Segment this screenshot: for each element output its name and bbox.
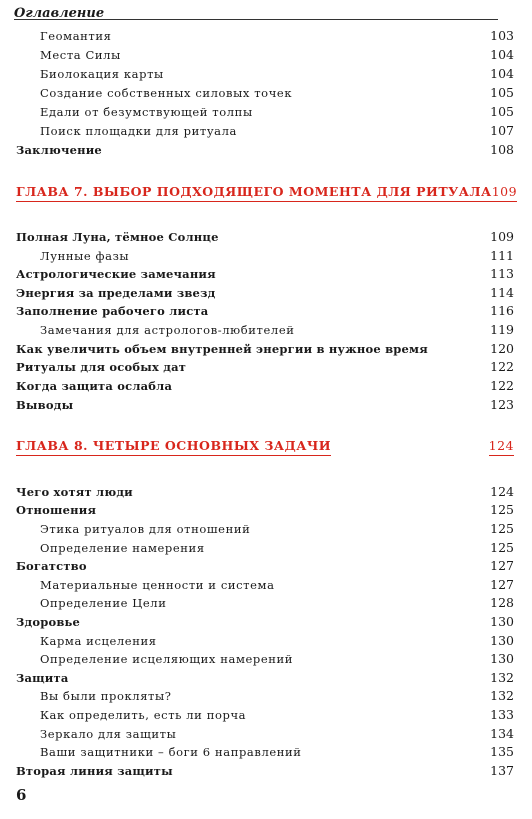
toc-entry-title: Определение исцеляющих намерений [40, 652, 294, 666]
toc-entry[interactable] [16, 725, 514, 742]
toc-entry-title: Определение Цели [40, 596, 167, 610]
toc-entry-title: Ваши защитники – боги 6 направлений [40, 745, 302, 759]
toc-entry[interactable] [16, 247, 514, 264]
toc-entry-title: Энергия за пределами звезд [16, 286, 216, 300]
toc-entry-page: 130 [490, 651, 514, 666]
toc-entry[interactable] [16, 650, 514, 667]
toc-entry[interactable] [16, 743, 514, 760]
toc-entry-title: Полная Луна, тёмное Солнце [16, 230, 219, 244]
toc-entry[interactable] [16, 557, 514, 574]
toc-entry[interactable] [16, 302, 514, 319]
toc-entry-page: 125 [490, 540, 514, 555]
toc-entry-title: Замечания для астрологов-любителей [40, 323, 295, 337]
toc-entry-title: Создание собственных силовых точек [40, 86, 293, 100]
toc-entry[interactable] [16, 228, 514, 245]
toc-entry-page: 108 [490, 142, 514, 157]
toc-entry-page: 132 [490, 688, 514, 703]
toc-entry[interactable] [16, 358, 514, 375]
chapter-8-heading[interactable] [16, 437, 514, 457]
toc-entry-page: 127 [490, 577, 514, 592]
toc-entry[interactable] [16, 65, 514, 82]
toc-entry-title: Здоровье [16, 615, 81, 629]
toc-entry-page: 105 [490, 85, 514, 100]
toc-entry[interactable] [16, 265, 514, 282]
toc-entry[interactable] [16, 284, 514, 301]
toc-entry-title: Материальные ценности и система [40, 578, 275, 592]
page-number: 6 [16, 786, 27, 804]
toc-entry-page: 127 [490, 558, 514, 573]
toc-entry[interactable] [16, 613, 514, 630]
toc-entry-title: Отношения [16, 503, 97, 517]
toc-entry-title: Астрологические замечания [16, 267, 216, 281]
toc-entry-title: Места Силы [40, 48, 121, 62]
toc-entry[interactable] [16, 321, 514, 338]
page-title: Оглавление [14, 6, 105, 21]
toc-entry[interactable] [16, 141, 514, 158]
toc-entry[interactable] [16, 539, 514, 556]
toc-entry-page: 104 [490, 47, 514, 62]
toc-entry-title: Биолокация карты [40, 67, 164, 81]
toc-entry-title: Когда защита ослабла [16, 379, 173, 393]
toc-entry-title: Ритуалы для особых дат [16, 360, 187, 374]
toc-entry-page: 114 [490, 285, 514, 300]
toc-entry[interactable] [16, 46, 514, 63]
chapter-title: ГЛАВА 8. ЧЕТЫРЕ ОСНОВНЫХ ЗАДАЧИ [16, 437, 331, 456]
toc-entry-page: 105 [490, 104, 514, 119]
toc-entry-page: 125 [490, 502, 514, 517]
toc-entry-title: Чего хотят люди [16, 485, 133, 499]
toc-entry-page: 109 [490, 229, 514, 244]
toc-entry-title: Заполнение рабочего листа [16, 304, 209, 318]
chapter-page: 124 [489, 437, 514, 456]
toc-entry-page: 132 [490, 670, 514, 685]
toc-entry-title: Зеркало для защиты [40, 727, 177, 741]
chapter-7-heading[interactable] [16, 183, 518, 203]
toc-entry-page: 130 [490, 633, 514, 648]
toc-entry-title: Как увеличить объем внутренней энергии в нужное время [16, 342, 428, 356]
toc-entry-page: 135 [490, 744, 514, 759]
toc-entry-title: Защита [16, 671, 69, 685]
toc-entry-title: Определение намерения [40, 541, 205, 555]
toc-entry[interactable] [16, 396, 514, 413]
toc-entry-page: 133 [490, 707, 514, 722]
toc-entry-title: Карма исцеления [40, 634, 157, 648]
toc-entry-page: 107 [490, 123, 514, 138]
toc-entry-title: Вторая линия защиты [16, 764, 173, 778]
toc-entry-title: Поиск площадки для ритуала [40, 124, 237, 138]
toc-entry-title: Заключение [16, 143, 102, 157]
toc-entry[interactable] [16, 501, 514, 518]
toc-entry[interactable] [16, 483, 514, 500]
toc-entry[interactable] [16, 576, 514, 593]
toc-entry-page: 122 [490, 378, 514, 393]
toc-entry-page: 119 [490, 322, 514, 337]
toc-entry-title: Вы были прокляты? [40, 689, 172, 703]
toc-entry[interactable] [16, 84, 514, 101]
chapter-title: ГЛАВА 7. ВЫБОР ПОДХОДЯЩЕГО МОМЕНТА ДЛЯ РИТУАЛА [16, 183, 492, 202]
toc-entry[interactable] [16, 377, 514, 394]
toc-entry-title: Лунные фазы [40, 249, 130, 263]
toc-entry-page: 111 [490, 248, 514, 263]
toc-entry[interactable] [16, 122, 514, 139]
toc-entry[interactable] [16, 340, 514, 357]
toc-entry-page: 128 [490, 595, 514, 610]
toc-entry[interactable] [16, 762, 514, 779]
toc-entry[interactable] [16, 27, 514, 44]
toc-entry-page: 123 [490, 397, 514, 412]
toc-entry-page: 113 [490, 266, 514, 281]
toc-entry-page: 120 [490, 341, 514, 356]
toc-entry[interactable] [16, 103, 514, 120]
toc-entry-page: 130 [490, 614, 514, 629]
toc-entry[interactable] [16, 706, 514, 723]
toc-entry[interactable] [16, 520, 514, 537]
toc-entry-page: 125 [490, 521, 514, 536]
toc-entry-title: Богатство [16, 559, 87, 573]
toc-entry-title: Этика ритуалов для отношений [40, 522, 251, 536]
chapter-page: 109 [492, 183, 517, 202]
toc-entry-page: 104 [490, 66, 514, 81]
toc-entry-page: 124 [490, 484, 514, 499]
toc-entry[interactable] [16, 632, 514, 649]
page-header [14, 2, 498, 20]
toc-entry-page: 103 [490, 28, 514, 43]
toc-entry-title: Выводы [16, 398, 74, 412]
toc-entry-page: 122 [490, 359, 514, 374]
toc-entry[interactable] [16, 669, 514, 686]
toc-entry-title: Как определить, есть ли порча [40, 708, 247, 722]
toc-entry-page: 116 [490, 303, 514, 318]
toc-entry-page: 137 [490, 763, 514, 778]
toc-entry[interactable] [16, 687, 514, 704]
toc-entry[interactable] [16, 594, 514, 611]
toc-entry-page: 134 [490, 726, 514, 741]
toc-entry-title: Геомантия [40, 29, 112, 43]
toc-entry-title: Едали от безумствующей толпы [40, 105, 253, 119]
